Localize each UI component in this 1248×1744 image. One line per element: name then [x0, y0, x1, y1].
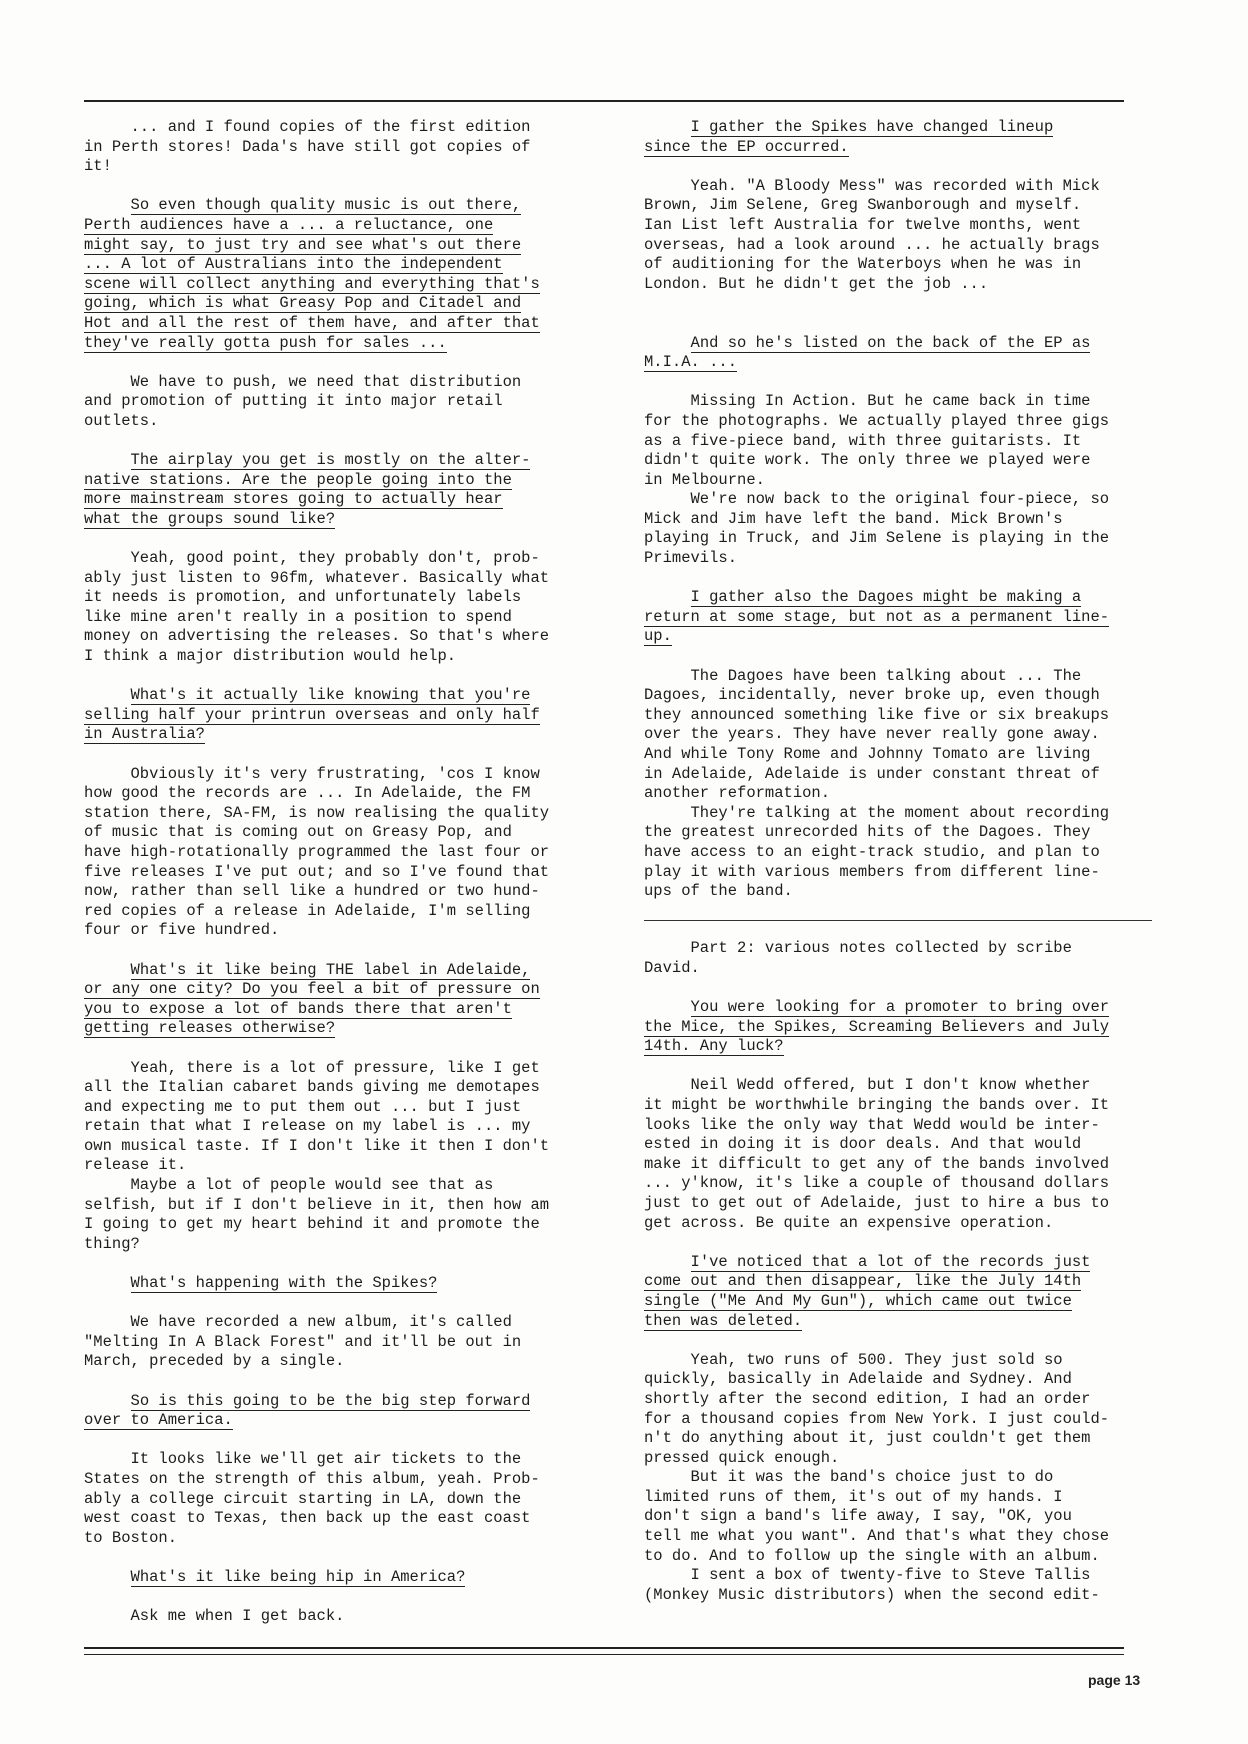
text-line: selling half your printrun overseas and only half — [84, 705, 540, 724]
text-line: scene will collect anything and everything that's — [84, 274, 540, 293]
interview-answer — [84, 1607, 576, 1627]
text-line: might say, to just try and see what's out there — [84, 235, 522, 254]
text-line: Yeah, there is a lot of pressure, like I get — [84, 1058, 540, 1077]
text-line: they announced something like five or six breakups — [644, 705, 1110, 724]
text-line: of music that is coming out on Greasy Pop, and — [84, 823, 512, 842]
text-line: how good the records are ... In Adelaide, the FM — [84, 784, 531, 803]
text-line: 14th. Any luck? — [644, 1037, 784, 1056]
interview-answer — [644, 939, 1152, 978]
text-line: in Australia? — [84, 725, 205, 744]
interview-question — [84, 1392, 576, 1431]
text-line: native stations. Are the people going into the — [84, 470, 512, 489]
text-line: We have recorded a new album, it's called — [84, 1313, 512, 1332]
text-line: I think a major distribution would help. — [84, 647, 457, 666]
text-line: And while Tony Rome and Johnny Tomato are living — [644, 745, 1091, 763]
text-line: like mine aren't really in a position to spend — [84, 607, 512, 626]
paragraph-gap — [84, 1294, 576, 1314]
interview-answer — [84, 373, 576, 432]
text-line: "Melting In A Black Forest" and it'll be out in — [84, 1332, 522, 1351]
text-line: or any one city? Do you feel a bit of pressure on — [84, 980, 540, 999]
text-line: ups of the band. — [644, 882, 793, 901]
text-line: It looks like we'll get air tickets to the — [84, 1450, 522, 1469]
text-line: outlets. — [84, 411, 159, 430]
interview-answer — [644, 177, 1152, 295]
text-line: ably a college circuit starting in LA, down the — [84, 1489, 522, 1508]
interview-answer — [84, 1313, 576, 1372]
right-column — [644, 118, 1152, 1605]
paragraph-gap — [644, 1331, 1152, 1351]
text-line: they've really gotta push for sales ... — [84, 333, 447, 352]
interview-answer — [84, 118, 576, 177]
paragraph-gap — [84, 432, 576, 452]
text-line: you to expose a lot of bands there that aren't — [84, 999, 512, 1018]
paragraph-gap — [84, 1039, 576, 1059]
interview-question — [644, 998, 1152, 1057]
interview-question — [84, 1568, 576, 1588]
text-line: Maybe a lot of people would see that as — [84, 1176, 494, 1195]
paragraph-gap — [84, 1254, 576, 1274]
text-line: Perth audiences have a ... a reluctance, one — [84, 215, 494, 234]
page-number: page 13 — [1088, 1672, 1141, 1688]
text-line: London. But he didn't get the job ... — [644, 274, 989, 293]
interview-question — [644, 334, 1152, 373]
paragraph-gap — [644, 978, 1152, 998]
text-line: I going to get my heart behind it and promote the — [84, 1215, 540, 1234]
interview-question — [84, 1274, 576, 1294]
text-line: thing? — [84, 1234, 140, 1253]
text-line: What's happening with the Spikes? — [130, 1274, 438, 1293]
interview-answer — [84, 549, 576, 667]
text-line: it! — [84, 157, 112, 176]
text-line: And so he's listed on the back of the EP as — [690, 333, 1091, 352]
text-line: going, which is what Greasy Pop and Citadel and — [84, 294, 522, 313]
text-line: now, rather than sell like a hundred or two hund- — [84, 882, 540, 901]
text-line: all the Italian cabaret bands giving me demotapes — [84, 1078, 540, 1097]
text-line: Obviously it's very frustrating, 'cos I know — [84, 764, 540, 783]
text-line: single ("Me And My Gun"), which came out twice — [644, 1291, 1072, 1310]
text-line: Dagoes, incidentally, never broke up, even though — [644, 686, 1100, 705]
text-line: in Perth stores! Dada's have still got copies of — [84, 137, 531, 156]
text-line: and expecting me to put them out ... but I just — [84, 1097, 522, 1116]
paragraph-gap — [84, 1548, 576, 1568]
top-rule — [84, 100, 1124, 102]
text-line: States on the strength of this album, yeah. Prob- — [84, 1469, 540, 1488]
text-line: overseas, had a look around ... he actually brags — [644, 235, 1100, 254]
interview-question — [84, 961, 576, 1039]
text-line: as a five-piece band, with three guitarists. It — [644, 431, 1082, 450]
text-line: shortly after the second edition, I had an order — [644, 1389, 1091, 1408]
left-column — [84, 118, 576, 1627]
text-line: money on advertising the releases. So that's where — [84, 627, 550, 646]
text-line: What's it actually like knowing that you're — [130, 686, 531, 705]
text-line: They're talking at the moment about recording — [644, 803, 1110, 822]
paragraph-gap — [84, 1372, 576, 1392]
text-line: since the EP occurred. — [644, 137, 849, 156]
text-line: I've noticed that a lot of the records just — [690, 1252, 1091, 1271]
text-line: retain that what I release on my label is ... my — [84, 1117, 531, 1136]
text-line: it needs is promotion, and unfortunately labels — [84, 588, 522, 607]
text-line: five releases I've put out; and so I've found that — [84, 862, 550, 881]
text-line: Neil Wedd offered, but I don't know whether — [644, 1076, 1091, 1095]
text-line: it might be worthwhile bringing the bands over. It — [644, 1096, 1110, 1114]
text-line: over the years. They have never really gone away. — [644, 725, 1100, 744]
text-line: what the groups sound like? — [84, 509, 336, 528]
text-line: play it with various members from different line- — [644, 862, 1100, 881]
text-line: tell me what you want". And that's what they chose — [644, 1527, 1110, 1546]
bottom-rule-thin — [84, 1654, 1124, 1655]
interview-answer — [84, 765, 576, 941]
text-line: more mainstream stores going to actually hear — [84, 490, 503, 509]
text-line: in Adelaide, Adelaide is under constant threat of — [644, 764, 1100, 783]
text-line: red copies of a release in Adelaide, I'm selling — [84, 901, 531, 920]
text-line: ably just listen to 96fm, whatever. Basically what — [84, 568, 550, 587]
text-line: M.I.A. ... — [644, 353, 738, 372]
text-line: You were looking for a promoter to bring over — [690, 998, 1110, 1017]
text-line: I gather also the Dagoes might be making a — [690, 588, 1082, 607]
text-line: and promotion of putting it into major retail — [84, 392, 503, 411]
text-line: come out and then disappear, like the July 14th — [644, 1272, 1082, 1291]
text-line: Yeah. "A Bloody Mess" was recorded with Mick — [644, 176, 1100, 195]
text-line: Missing In Action. But he came back in time — [644, 392, 1091, 411]
paragraph-gap — [84, 529, 576, 549]
text-line: Part 2: various notes collected by scribe — [644, 939, 1072, 958]
text-line: another reformation. — [644, 784, 831, 803]
text-line: for a thousand copies from New York. I just could- — [644, 1409, 1110, 1428]
interview-question — [644, 588, 1152, 647]
text-line: getting releases otherwise? — [84, 1019, 336, 1038]
text-line: of auditioning for the Waterboys when he was in — [644, 255, 1082, 274]
bottom-rule — [84, 1647, 1124, 1649]
text-line: What's it like being THE label in Adelaide, — [130, 960, 531, 979]
paragraph-gap — [84, 1431, 576, 1451]
text-line: four or five hundred. — [84, 921, 280, 940]
paragraph-gap — [644, 1057, 1152, 1077]
text-line: ... y'know, it's like a couple of thousand dollars — [644, 1174, 1110, 1193]
interview-question — [84, 451, 576, 529]
text-line: We have to push, we need that distribution — [84, 372, 522, 391]
text-line: What's it like being hip in America? — [130, 1567, 466, 1586]
interview-answer — [644, 1351, 1152, 1606]
text-line: make it difficult to get any of the bands involved — [644, 1154, 1110, 1173]
text-line: Ian List left Australia for twelve months, went — [644, 215, 1082, 234]
text-line: The airplay you get is mostly on the alter- — [130, 451, 531, 470]
text-line: for the photographs. We actually played three gigs — [644, 411, 1110, 430]
paragraph-gap — [644, 569, 1152, 589]
section-divider — [644, 920, 1152, 922]
text-line: ... A lot of Australians into the independent — [84, 255, 503, 274]
text-line: Brown, Jim Selene, Greg Swanborough and myself. — [644, 196, 1082, 215]
text-line: I sent a box of twenty-five to Steve Tallis — [644, 1566, 1091, 1585]
paragraph-gap — [84, 177, 576, 197]
paragraph-gap — [84, 1588, 576, 1608]
text-line: The Dagoes have been talking about ... The — [644, 666, 1082, 685]
paragraph-gap — [644, 157, 1152, 177]
interview-answer — [644, 667, 1152, 902]
spacer — [644, 314, 1152, 334]
interview-question — [84, 196, 576, 353]
text-line: Yeah, two runs of 500. They just sold so — [644, 1350, 1063, 1369]
text-line: return at some stage, but not as a permanent line- — [644, 607, 1110, 626]
paragraph-gap — [644, 647, 1152, 667]
text-line: own musical taste. If I don't like it then I don't — [84, 1136, 550, 1155]
text-line: the Mice, the Spikes, Screaming Believers and July — [644, 1017, 1110, 1036]
text-line: March, preceded by a single. — [84, 1352, 345, 1371]
text-line: over to America. — [84, 1411, 233, 1430]
interview-question — [644, 118, 1152, 157]
text-line: don't sign a band's life away, I say, "OK, you — [644, 1507, 1072, 1526]
text-line: So even though quality music is out there, — [130, 196, 522, 215]
text-line: Mick and Jim have left the band. Mick Brown's — [644, 509, 1063, 528]
text-line: to do. And to follow up the single with an album. — [644, 1546, 1100, 1565]
text-line: have access to an eight-track studio, and plan to — [644, 842, 1100, 861]
text-line: I gather the Spikes have changed lineup — [690, 118, 1054, 136]
text-line: looks like the only way that Wedd would be inter- — [644, 1115, 1100, 1134]
text-line: station there, SA-FM, is now realising the quality — [84, 803, 550, 822]
text-line: So is this going to be the big step forward — [130, 1391, 531, 1410]
text-line: up. — [644, 627, 672, 646]
paragraph-gap — [644, 373, 1152, 393]
text-line: the greatest unrecorded hits of the Dagoes. They — [644, 823, 1091, 842]
text-line: release it. — [84, 1156, 187, 1175]
text-line: then was deleted. — [644, 1311, 803, 1330]
interview-question — [84, 686, 576, 745]
text-line: in Melbourne. — [644, 470, 765, 489]
interview-answer — [84, 1059, 576, 1255]
interview-answer — [644, 1076, 1152, 1233]
paragraph-gap — [84, 941, 576, 961]
text-line: to Boston. — [84, 1528, 178, 1547]
text-line: Ask me when I get back. — [84, 1607, 345, 1626]
text-line: David. — [644, 958, 700, 977]
interview-answer — [84, 1450, 576, 1548]
text-line: But it was the band's choice just to do — [644, 1468, 1054, 1487]
text-line: have high-rotationally programmed the last four or — [84, 842, 550, 861]
paragraph-gap — [84, 745, 576, 765]
text-line: pressed quick enough. — [644, 1448, 840, 1467]
text-line: Yeah, good point, they probably don't, prob- — [84, 549, 540, 568]
text-line: ... and I found copies of the first edition — [84, 118, 531, 136]
paragraph-gap — [644, 294, 1152, 314]
text-line: ested in doing it is door deals. And that would — [644, 1135, 1082, 1154]
text-line: Hot and all the rest of them have, and after that — [84, 313, 540, 332]
text-line: quickly, basically in Adelaide and Sydney. And — [644, 1370, 1072, 1389]
interview-question — [644, 1253, 1152, 1331]
text-line: We're now back to the original four-piece, so — [644, 490, 1110, 509]
paragraph-gap — [84, 353, 576, 373]
paragraph-gap — [84, 667, 576, 687]
text-line: limited runs of them, it's out of my hands. I — [644, 1487, 1063, 1506]
text-line: get across. Be quite an expensive operation. — [644, 1213, 1054, 1232]
interview-answer — [644, 392, 1152, 568]
text-line: just to get out of Adelaide, just to hire a bus to — [644, 1193, 1110, 1212]
paragraph-gap — [644, 1233, 1152, 1253]
text-line: (Monkey Music distributors) when the second edit- — [644, 1585, 1100, 1604]
text-line: selfish, but if I don't believe in it, then how am — [84, 1195, 550, 1214]
text-line: west coast to Texas, then back up the east coast — [84, 1509, 531, 1528]
text-line: didn't quite work. The only three we played were — [644, 451, 1091, 470]
text-line: playing in Truck, and Jim Selene is playing in the — [644, 529, 1110, 548]
text-line: Primevils. — [644, 549, 738, 568]
text-line: n't do anything about it, just couldn't get them — [644, 1429, 1091, 1448]
